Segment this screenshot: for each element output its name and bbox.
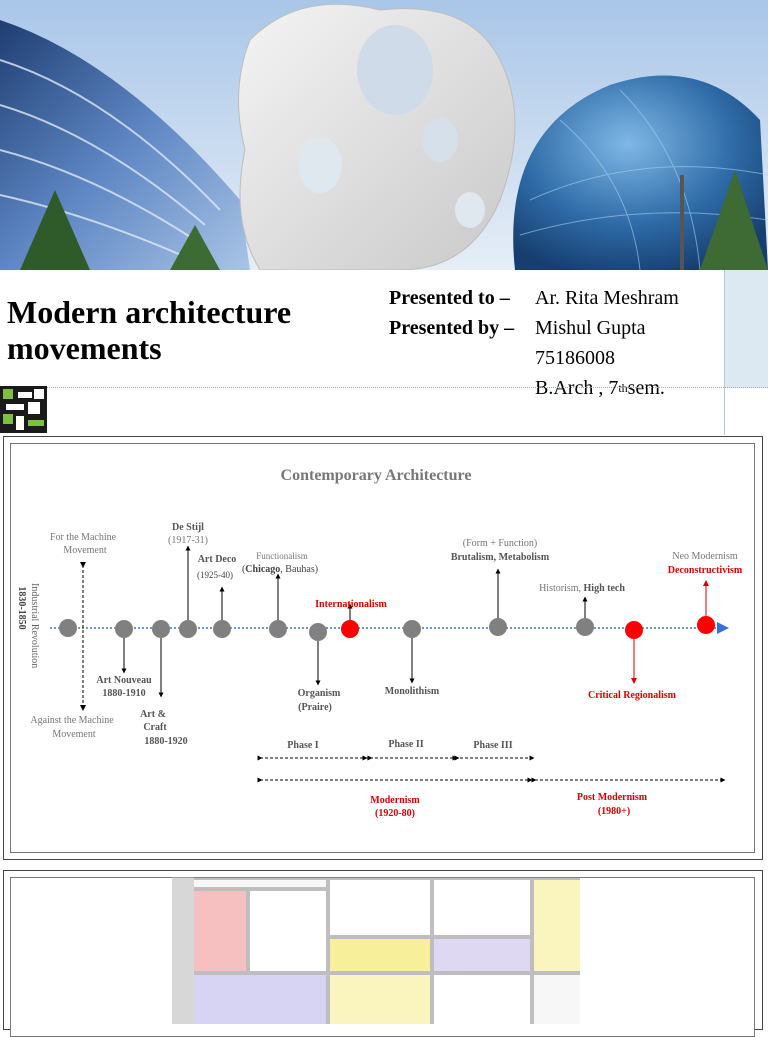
presented-by-row bbox=[389, 313, 679, 343]
modernism-years: (1920-80) bbox=[375, 808, 415, 819]
phase-1-label: Phase I bbox=[287, 740, 319, 751]
critical-regionalism-label: Critical Regionalism bbox=[587, 690, 677, 701]
node-industrial bbox=[59, 619, 77, 637]
presented-by-label: Presented by – bbox=[389, 317, 515, 339]
node-deconstructivism bbox=[697, 616, 715, 634]
slide-title bbox=[7, 294, 347, 366]
mondrian-painting bbox=[172, 877, 580, 1024]
industrial-revolution-years: 1830-1850 bbox=[16, 586, 27, 630]
timeline-heading: Contemporary Architecture bbox=[280, 467, 472, 484]
title-line-1: Modern architecture bbox=[7, 294, 292, 330]
hero-illustration bbox=[0, 0, 768, 270]
against-machine-label-2: Movement bbox=[52, 729, 96, 740]
accent-divider bbox=[724, 270, 725, 435]
de-stijl-label: De Stijl bbox=[172, 522, 204, 533]
node-functionalism bbox=[269, 620, 287, 638]
art-craft-label-2: Craft bbox=[143, 722, 167, 733]
node-art-deco bbox=[213, 620, 231, 638]
monolithism-label: Monolithism bbox=[384, 686, 440, 697]
node-art-craft bbox=[152, 620, 170, 638]
node-organism bbox=[309, 623, 327, 641]
art-nouveau-label: Art Nouveau bbox=[96, 675, 152, 686]
for-machine-label-2: Movement bbox=[63, 545, 107, 556]
art-deco-label: Art Deco bbox=[197, 554, 237, 565]
de-stijl-years: (1917-31) bbox=[168, 535, 208, 546]
functionalism-label: Functionalism bbox=[256, 551, 308, 561]
title-line-2: movements bbox=[7, 330, 162, 366]
art-craft-years: 1880-1920 bbox=[144, 736, 188, 747]
node-internationalism bbox=[341, 620, 359, 638]
organism-years: (Praire) bbox=[298, 702, 332, 713]
presented-to-value: Ar. Rita Meshram bbox=[535, 287, 679, 309]
node-high-tech bbox=[576, 618, 594, 636]
presenter-info bbox=[389, 283, 679, 403]
roll-number: 75186008 bbox=[535, 347, 615, 369]
node-art-nouveau bbox=[115, 620, 133, 638]
neo-modernism-label: Neo Modernism bbox=[672, 551, 738, 562]
node-monolithism bbox=[403, 620, 421, 638]
industrial-revolution-label: Industrial Revolution bbox=[29, 583, 40, 669]
post-modernism-label: Post Modernism bbox=[576, 792, 648, 803]
hero-image bbox=[0, 0, 768, 270]
presented-to-row bbox=[389, 283, 679, 313]
phase-3-label: Phase III bbox=[473, 740, 513, 751]
presented-to-label: Presented to – bbox=[389, 287, 510, 309]
qr-logo-icon bbox=[0, 386, 47, 433]
internationalism-label: Internationalism bbox=[315, 599, 387, 610]
historism-high-tech-label: Historism, High tech bbox=[539, 583, 625, 594]
dotted-divider bbox=[0, 387, 768, 388]
node-de-stijl bbox=[179, 620, 197, 638]
art-deco-years: (1925-40) bbox=[197, 570, 233, 580]
phase-2-label: Phase II bbox=[388, 739, 424, 750]
chicago-bauhas-label: (Chicago, Bauhas) bbox=[241, 564, 319, 575]
modernism-label: Modernism bbox=[370, 795, 420, 806]
presented-by-value: Mishul Gupta bbox=[535, 317, 646, 339]
form-function-label: (Form + Function) bbox=[462, 538, 538, 549]
against-machine-label-1: Against the Machine bbox=[30, 715, 114, 726]
brutalism-label: Brutalism, Metabolism bbox=[450, 552, 550, 563]
timeline-diagram bbox=[10, 443, 755, 853]
node-brutalism bbox=[489, 618, 507, 636]
for-machine-label-1: For the Machine bbox=[49, 532, 117, 543]
post-modernism-years: (1980+) bbox=[597, 806, 631, 817]
node-critical-regionalism bbox=[625, 621, 643, 639]
course-info: B.Arch , 7 th sem. bbox=[535, 377, 665, 399]
art-nouveau-years: 1880-1910 bbox=[102, 688, 146, 699]
deconstructivism-label: Deconstructivism bbox=[667, 565, 743, 576]
organism-label: Organism bbox=[297, 688, 341, 699]
art-craft-label-1: Art & bbox=[140, 709, 166, 720]
accent-panel bbox=[725, 270, 768, 388]
